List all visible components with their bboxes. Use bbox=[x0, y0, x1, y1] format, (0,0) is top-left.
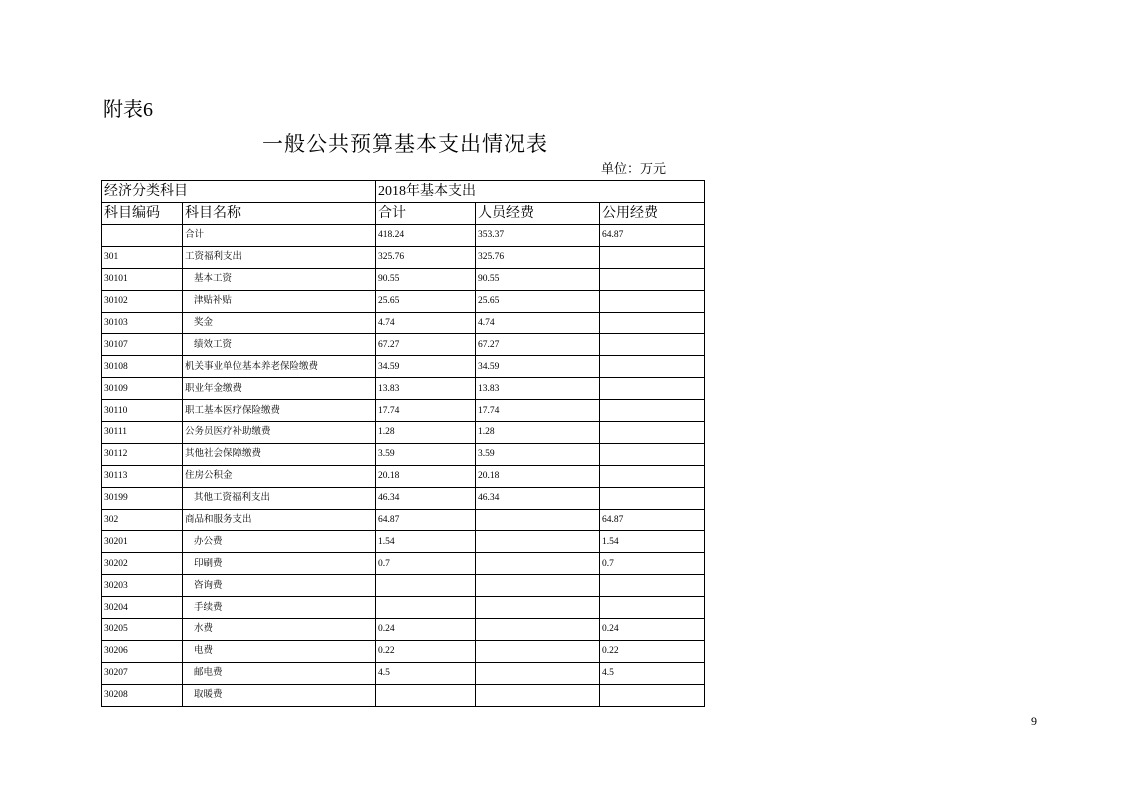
row-code-cell bbox=[102, 225, 183, 247]
row-personnel-cell: 67.27 bbox=[476, 334, 600, 356]
row-total-cell: 90.55 bbox=[376, 268, 476, 290]
row-personnel-cell: 325.76 bbox=[476, 246, 600, 268]
row-code-cell: 302 bbox=[102, 509, 183, 531]
row-total-cell: 20.18 bbox=[376, 465, 476, 487]
row-total-cell bbox=[376, 684, 476, 706]
row-total-cell: 25.65 bbox=[376, 290, 476, 312]
row-personnel-cell: 353.37 bbox=[476, 225, 600, 247]
personnel-column-header: 人员经费 bbox=[476, 203, 600, 225]
row-name-cell: 住房公积金 bbox=[183, 465, 376, 487]
column-header-row bbox=[102, 203, 705, 225]
table-row bbox=[102, 422, 705, 444]
row-total-cell: 0.24 bbox=[376, 619, 476, 641]
row-personnel-cell: 25.65 bbox=[476, 290, 600, 312]
row-code-cell: 30207 bbox=[102, 662, 183, 684]
row-name-cell: 职业年金缴费 bbox=[183, 378, 376, 400]
row-public-cell bbox=[600, 312, 705, 334]
appendix-label: 附表6 bbox=[103, 99, 153, 121]
name-column-header: 科目名称 bbox=[183, 203, 376, 225]
row-public-cell bbox=[600, 597, 705, 619]
row-name-cell: 手续费 bbox=[183, 597, 376, 619]
row-public-cell bbox=[600, 487, 705, 509]
table-row bbox=[102, 356, 705, 378]
row-code-cell: 301 bbox=[102, 246, 183, 268]
row-total-cell: 46.34 bbox=[376, 487, 476, 509]
row-code-cell: 30199 bbox=[102, 487, 183, 509]
row-personnel-cell bbox=[476, 509, 600, 531]
row-code-cell: 30110 bbox=[102, 400, 183, 422]
row-total-cell: 13.83 bbox=[376, 378, 476, 400]
row-public-cell bbox=[600, 356, 705, 378]
row-total-cell: 1.54 bbox=[376, 531, 476, 553]
row-public-cell: 0.7 bbox=[600, 553, 705, 575]
row-name-cell: 职工基本医疗保险缴费 bbox=[183, 400, 376, 422]
table-row bbox=[102, 553, 705, 575]
row-total-cell: 34.59 bbox=[376, 356, 476, 378]
row-name-cell: 取暖费 bbox=[183, 684, 376, 706]
category-group-header: 经济分类科目 bbox=[102, 181, 376, 203]
row-personnel-cell: 4.74 bbox=[476, 312, 600, 334]
row-public-cell: 1.54 bbox=[600, 531, 705, 553]
row-public-cell bbox=[600, 465, 705, 487]
row-personnel-cell: 90.55 bbox=[476, 268, 600, 290]
row-personnel-cell bbox=[476, 575, 600, 597]
row-code-cell: 30107 bbox=[102, 334, 183, 356]
row-total-cell: 67.27 bbox=[376, 334, 476, 356]
row-public-cell bbox=[600, 443, 705, 465]
row-personnel-cell bbox=[476, 597, 600, 619]
row-name-cell: 合计 bbox=[183, 225, 376, 247]
row-personnel-cell bbox=[476, 553, 600, 575]
row-public-cell bbox=[600, 334, 705, 356]
row-total-cell: 3.59 bbox=[376, 443, 476, 465]
row-name-cell: 其他工资福利支出 bbox=[183, 487, 376, 509]
row-public-cell bbox=[600, 378, 705, 400]
row-name-cell: 基本工资 bbox=[183, 268, 376, 290]
row-name-cell: 绩效工资 bbox=[183, 334, 376, 356]
row-personnel-cell bbox=[476, 640, 600, 662]
table-row bbox=[102, 246, 705, 268]
row-code-cell: 30101 bbox=[102, 268, 183, 290]
table-row bbox=[102, 465, 705, 487]
table-row bbox=[102, 443, 705, 465]
row-name-cell: 津贴补贴 bbox=[183, 290, 376, 312]
row-code-cell: 30102 bbox=[102, 290, 183, 312]
table-row bbox=[102, 531, 705, 553]
row-public-cell: 64.87 bbox=[600, 509, 705, 531]
row-code-cell: 30202 bbox=[102, 553, 183, 575]
budget-table bbox=[101, 180, 705, 707]
row-code-cell: 30204 bbox=[102, 597, 183, 619]
code-column-header: 科目编码 bbox=[102, 203, 183, 225]
row-code-cell: 30205 bbox=[102, 619, 183, 641]
row-name-cell: 电费 bbox=[183, 640, 376, 662]
row-total-cell bbox=[376, 575, 476, 597]
budget-group-header: 2018年基本支出 bbox=[376, 181, 705, 203]
page-number: 9 bbox=[1031, 714, 1037, 728]
row-personnel-cell: 3.59 bbox=[476, 443, 600, 465]
row-personnel-cell: 17.74 bbox=[476, 400, 600, 422]
table-row bbox=[102, 684, 705, 706]
row-public-cell bbox=[600, 268, 705, 290]
row-code-cell: 30109 bbox=[102, 378, 183, 400]
row-public-cell bbox=[600, 246, 705, 268]
row-personnel-cell: 34.59 bbox=[476, 356, 600, 378]
row-public-cell bbox=[600, 575, 705, 597]
public-column-header: 公用经费 bbox=[600, 203, 705, 225]
row-total-cell: 64.87 bbox=[376, 509, 476, 531]
row-personnel-cell: 13.83 bbox=[476, 378, 600, 400]
table-row bbox=[102, 378, 705, 400]
row-personnel-cell bbox=[476, 531, 600, 553]
row-name-cell: 水费 bbox=[183, 619, 376, 641]
table-row bbox=[102, 597, 705, 619]
row-name-cell: 奖金 bbox=[183, 312, 376, 334]
table-row bbox=[102, 312, 705, 334]
table-row bbox=[102, 400, 705, 422]
table-row bbox=[102, 268, 705, 290]
row-name-cell: 咨询费 bbox=[183, 575, 376, 597]
row-total-cell: 4.5 bbox=[376, 662, 476, 684]
row-code-cell: 30208 bbox=[102, 684, 183, 706]
table-row bbox=[102, 619, 705, 641]
row-total-cell bbox=[376, 597, 476, 619]
table-row bbox=[102, 640, 705, 662]
row-code-cell: 30113 bbox=[102, 465, 183, 487]
row-name-cell: 机关事业单位基本养老保险缴费 bbox=[183, 356, 376, 378]
table-row bbox=[102, 662, 705, 684]
budget-table-body bbox=[102, 181, 705, 707]
row-total-cell: 0.7 bbox=[376, 553, 476, 575]
row-public-cell bbox=[600, 400, 705, 422]
table-row bbox=[102, 334, 705, 356]
row-name-cell: 商品和服务支出 bbox=[183, 509, 376, 531]
row-name-cell: 邮电费 bbox=[183, 662, 376, 684]
table-row bbox=[102, 290, 705, 312]
table-row bbox=[102, 487, 705, 509]
row-public-cell bbox=[600, 290, 705, 312]
row-public-cell: 0.22 bbox=[600, 640, 705, 662]
row-code-cell: 30111 bbox=[102, 422, 183, 444]
row-personnel-cell: 1.28 bbox=[476, 422, 600, 444]
row-total-cell: 325.76 bbox=[376, 246, 476, 268]
row-public-cell bbox=[600, 422, 705, 444]
row-personnel-cell: 20.18 bbox=[476, 465, 600, 487]
table-row bbox=[102, 509, 705, 531]
row-public-cell: 0.24 bbox=[600, 619, 705, 641]
row-personnel-cell: 46.34 bbox=[476, 487, 600, 509]
unit-label: 单位：万元 bbox=[601, 161, 667, 176]
row-public-cell: 4.5 bbox=[600, 662, 705, 684]
row-code-cell: 30103 bbox=[102, 312, 183, 334]
group-header-row bbox=[102, 181, 705, 203]
row-total-cell: 4.74 bbox=[376, 312, 476, 334]
row-public-cell: 64.87 bbox=[600, 225, 705, 247]
row-personnel-cell bbox=[476, 619, 600, 641]
row-code-cell: 30203 bbox=[102, 575, 183, 597]
row-name-cell: 公务员医疗补助缴费 bbox=[183, 422, 376, 444]
row-name-cell: 办公费 bbox=[183, 531, 376, 553]
row-code-cell: 30201 bbox=[102, 531, 183, 553]
total-column-header: 合计 bbox=[376, 203, 476, 225]
page-title: 一般公共预算基本支出情况表 bbox=[262, 132, 548, 156]
row-name-cell: 工资福利支出 bbox=[183, 246, 376, 268]
table-row bbox=[102, 225, 705, 247]
row-personnel-cell bbox=[476, 684, 600, 706]
row-code-cell: 30112 bbox=[102, 443, 183, 465]
row-name-cell: 其他社会保障缴费 bbox=[183, 443, 376, 465]
row-total-cell: 0.22 bbox=[376, 640, 476, 662]
row-name-cell: 印刷费 bbox=[183, 553, 376, 575]
row-personnel-cell bbox=[476, 662, 600, 684]
row-total-cell: 1.28 bbox=[376, 422, 476, 444]
row-public-cell bbox=[600, 684, 705, 706]
row-total-cell: 17.74 bbox=[376, 400, 476, 422]
row-code-cell: 30206 bbox=[102, 640, 183, 662]
row-total-cell: 418.24 bbox=[376, 225, 476, 247]
row-code-cell: 30108 bbox=[102, 356, 183, 378]
table-row bbox=[102, 575, 705, 597]
